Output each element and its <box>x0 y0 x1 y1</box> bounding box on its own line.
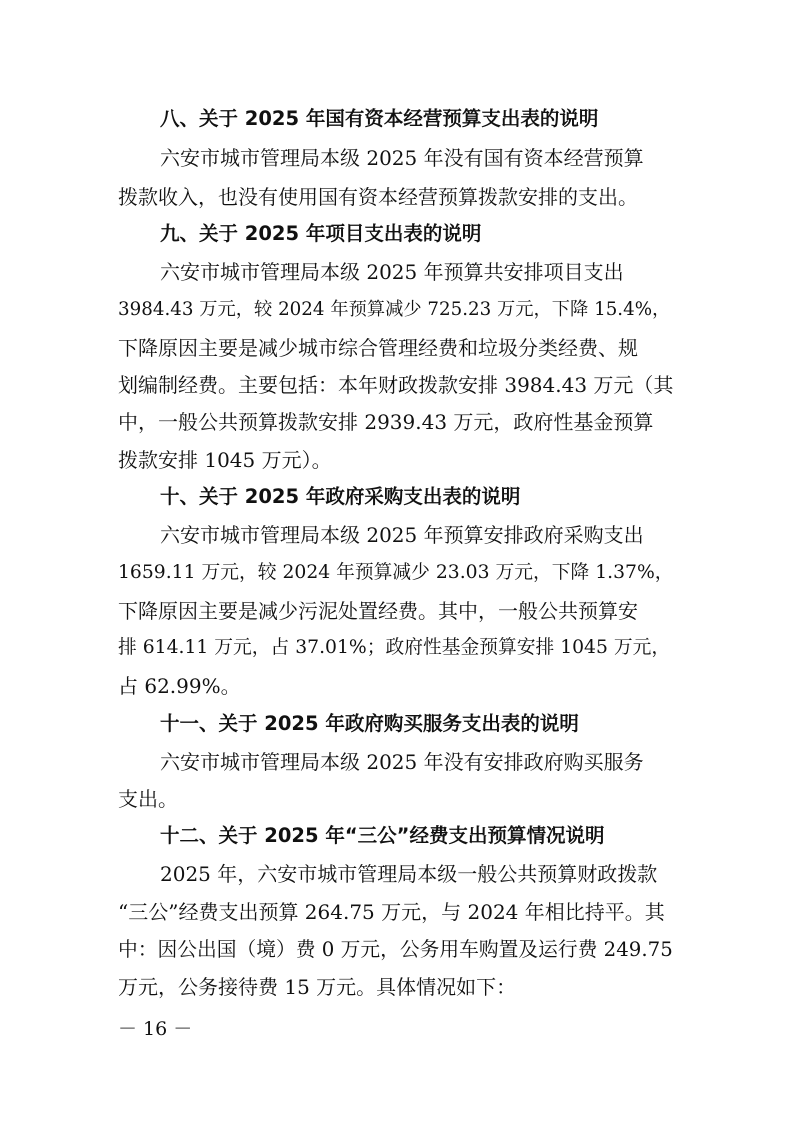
paragraph-line: 中，一般公共预算拨款安排 2939.43 万元，政府性基金预算 <box>118 410 654 434</box>
paragraph-line: 划编制经费。主要包括：本年财政拨款安排 3984.43 万元（其 <box>118 373 674 397</box>
paragraph-line: “三公”经费支出预算 264.75 万元，与 2024 年相比持平。其 <box>118 900 665 924</box>
paragraph-line: 中：因公出国（境）费 0 万元，公务用车购置及运行费 249.75 <box>118 938 673 961</box>
paragraph-line: 排 614.11 万元，占 37.01%；政府性基金预算安排 1045 万元， <box>118 637 671 658</box>
paragraph-line: 占 62.99%。 <box>118 674 241 698</box>
paragraph-line: 拨款安排 1045 万元）。 <box>118 448 332 472</box>
paragraph-line: 六安市城市管理局本级 2025 年预算安排政府采购支出 <box>160 523 644 547</box>
section-heading-11: 十一、关于 2025 年政府购买服务支出表的说明 <box>160 712 579 735</box>
section-heading-9: 九、关于 2025 年项目支出表的说明 <box>160 222 482 245</box>
paragraph-line: 下降原因主要是减少城市综合管理经费和垃圾分类经费、规 <box>118 336 638 360</box>
paragraph-line: 2025 年，六安市城市管理局本级一般公共预算财政拨款 <box>160 862 658 886</box>
paragraph-line: 3984.43 万元，较 2024 年预算减少 725.23 万元，下降 15.4%， <box>118 299 671 320</box>
paragraph-line: 六安市城市管理局本级 2025 年预算共安排项目支出 <box>160 260 624 284</box>
paragraph-line: 万元，公务接待费 15 万元。具体情况如下： <box>118 975 517 999</box>
paragraph-line: 下降原因主要是减少污泥处置经费。其中，一般公共预算安 <box>118 599 638 623</box>
section-heading-8: 八、关于 2025 年国有资本经营预算支出表的说明 <box>160 107 599 130</box>
paragraph-line: 六安市城市管理局本级 2025 年没有安排政府购买服务 <box>160 750 644 774</box>
section-heading-12: 十二、关于 2025 年“三公”经费支出预算情况说明 <box>160 824 605 847</box>
section-heading-10: 十、关于 2025 年政府采购支出表的说明 <box>160 485 521 508</box>
paragraph-line: 支出。 <box>118 787 178 811</box>
paragraph-line: 拨款收入，也没有使用国有资本经营预算拨款安排的支出。 <box>118 185 638 209</box>
paragraph-line: 1659.11 万元，较 2024 年预算减少 23.03 万元，下降 1.37%， <box>118 562 674 583</box>
paragraph-line: 六安市城市管理局本级 2025 年没有国有资本经营预算 <box>160 146 644 170</box>
page-number: － 16 － <box>118 1018 193 1040</box>
